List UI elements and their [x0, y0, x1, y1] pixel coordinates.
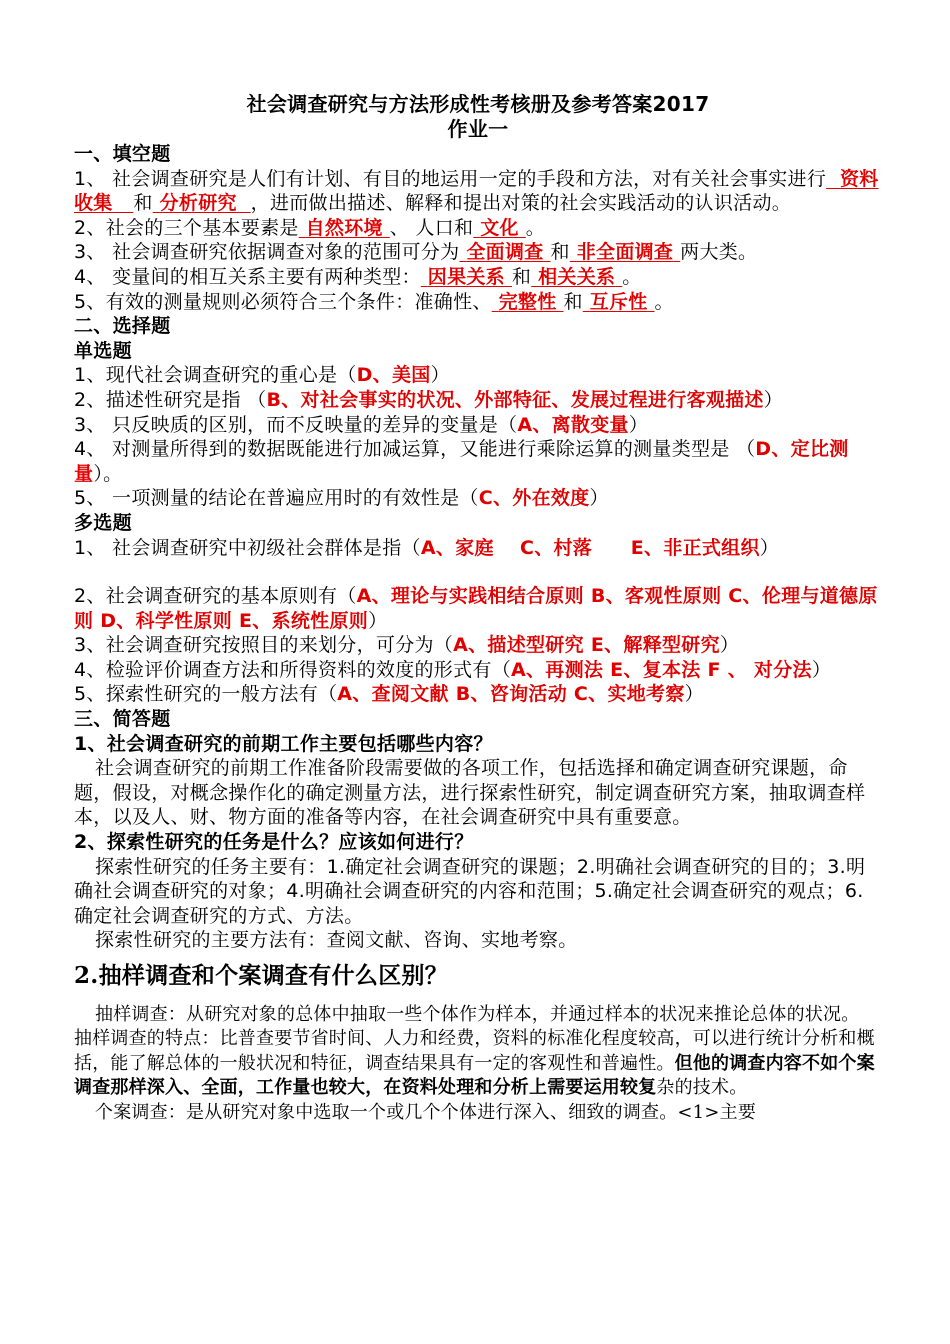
answer-blank: 自然环境	[305, 216, 383, 239]
section-heading-choice: 二、选择题	[74, 315, 171, 338]
answer-blank: 完整性	[498, 290, 557, 313]
answer-text: A、离散变量	[517, 413, 629, 436]
answer-blank: 资料收集	[74, 167, 879, 215]
section-heading-short-answer: 三、简答题	[74, 708, 171, 731]
answer-blank: 相关关系	[538, 265, 616, 288]
short-question-1: 1、社会调查研究的前期工作主要包括哪些内容？	[74, 732, 493, 755]
multi-question-2: 2、社会调查研究的基本原则有（A、理论与实践相结合原则 B、客观性原则 C、伦理与道德原则 D、科学性原则 E、系统性原则）	[74, 585, 878, 632]
answer-text: A、再测法 E、复本法 F 、 对分法	[511, 658, 812, 681]
short-answer-1: 社会调查研究的前期工作准备阶段需要做的各项工作，包括选择和确定调查研究课题，命题，假设，对概念操作化的确定测量方法，进行探索性研究，制定调查研究方案，抽取调查样本，以及人、财、物方面的准备等内容，在社会调查研究中具有重要意。	[74, 757, 866, 829]
fill-question-2: 2、社会的三个基本要素是 自然环境 、 人口和 文化 。	[74, 216, 546, 239]
answer-text: A、查阅文献 B、咨询活动 C、实地考察	[337, 683, 685, 706]
multi-question-4: 4、检验评价调查方法和所得资料的效度的形式有（A、再测法 E、复本法 F 、 对分法）	[74, 658, 832, 681]
answer-text: C、外在效度	[478, 487, 590, 510]
answer-blank: 文化	[480, 216, 519, 239]
subheading-single-choice: 单选题	[74, 339, 132, 362]
answer-text: A、理论与实践相结合原则 B、客观性原则 C、伦理与道德原则 D、科学性原则 E、系统性原则	[74, 585, 878, 632]
fill-question-1: 1、 社会调查研究是人们有计划、有目的地运用一定的手段和方法，对有关社会事实进行 资料收集 和 分析研究 ，进而做出描述、解释和提出对策的社会实践活动的认识活动。	[74, 167, 879, 215]
short-answer-2-methods: 探索性研究的主要方法有：查阅文献、咨询、实地考察。	[95, 929, 578, 952]
document-body	[74, 92, 882, 1125]
document-title: 社会调查研究与方法形成性考核册及参考答案2017	[246, 92, 710, 116]
single-question-4: 4、 对测量所得到的数据既能进行加减运算，又能进行乘除运算的测量类型是 （D、定比测量）。	[74, 438, 849, 485]
single-question-2: 2、描述性研究是指 （B、对社会事实的状况、外部特征、发展过程进行客观描述）	[74, 388, 784, 411]
multi-question-5: 5、探索性研究的一般方法有（A、查阅文献 B、咨询活动 C、实地考察）	[74, 683, 704, 706]
fill-question-4: 4、 变量间的相互关系主要有两种类型： 因果关系 和 相关关系 。	[74, 265, 642, 288]
answer-text: D、定比测量	[74, 438, 849, 485]
subheading-multi-choice: 多选题	[74, 511, 132, 534]
fill-question-3: 3、 社会调查研究依据调查对象的范围可分为 全面调查 和 非全面调查 两大类。	[74, 241, 758, 264]
sampling-definition: 抽样调查：从研究对象的总体中抽取一些个体作为样本，并通过样本的状况来推论总体的状况。	[95, 1004, 860, 1025]
answer-text: B、对社会事实的状况、外部特征、发展过程进行客观描述	[266, 388, 764, 411]
answer-blank: 分析研究	[159, 192, 237, 215]
single-question-5: 5、 一项测量的结论在普遍应用时的有效性是（C、外在效度）	[74, 487, 609, 510]
answer-blank: 全面调查	[466, 241, 544, 264]
single-question-3: 3、 只反映质的区别，而不反映量的差异的变量是（A、离散变量）	[74, 413, 649, 436]
answer-blank: 非全面调查	[576, 241, 674, 264]
single-question-1: 1、现代社会调查研究的重心是（D、美国）	[74, 364, 450, 387]
short-question-2: 2、探索性研究的任务是什么？应该如何进行？	[74, 831, 474, 854]
short-answer-2-tasks: 探索性研究的任务主要有：1.确定社会调查研究的课题；2.明确社会调查研究的目的；3.明确社会调查研究的对象；4.明确社会调查研究的内容和范围；5.确定社会调查研究的观点；6.确定社会调查研究的方式、方法。	[74, 855, 866, 927]
section-heading-fill-blank: 一、填空题	[74, 143, 171, 165]
multi-question-3: 3、社会调查研究按照目的来划分，可分为（A、描述型研究 E、解释型研究）	[74, 634, 740, 657]
answer-blank: 互斥性	[589, 290, 648, 313]
answer-text: A、家庭 C、村落 E、非正式组织	[420, 536, 760, 559]
blank-line	[74, 560, 882, 584]
document-subtitle: 作业一	[447, 117, 509, 141]
answer-blank: 因果关系	[427, 265, 505, 288]
fill-question-5: 5、有效的测量规则必须符合三个条件：准确性、 完整性 和 互斥性 。	[74, 290, 674, 313]
short-question-3: 2.抽样调查和个案调查有什么区别？	[74, 962, 449, 989]
case-study-definition: 个案调查：是从研究对象中选取一个或几个个体进行深入、细致的调查。<1>主要	[95, 1101, 757, 1123]
answer-text: D、美国	[356, 364, 431, 387]
multi-question-1: 1、 社会调查研究中初级社会群体是指（A、家庭 C、村落 E、非正式组织）	[74, 536, 780, 559]
answer-text: A、描述型研究 E、解释型研究	[453, 634, 720, 657]
sampling-features: 抽样调查的特点：比普查要节省时间、人力和经费，资料的标准化程度较高，可以进行统计分析和概括，能了解总体的一般状况和特征，调查结果具有一定的客观性和普遍性。但他的调查内容不如个案调查那样深入、全面，工作量也较大，在资料处理和分析上需要运用较复杂的技术。	[74, 1028, 875, 1099]
